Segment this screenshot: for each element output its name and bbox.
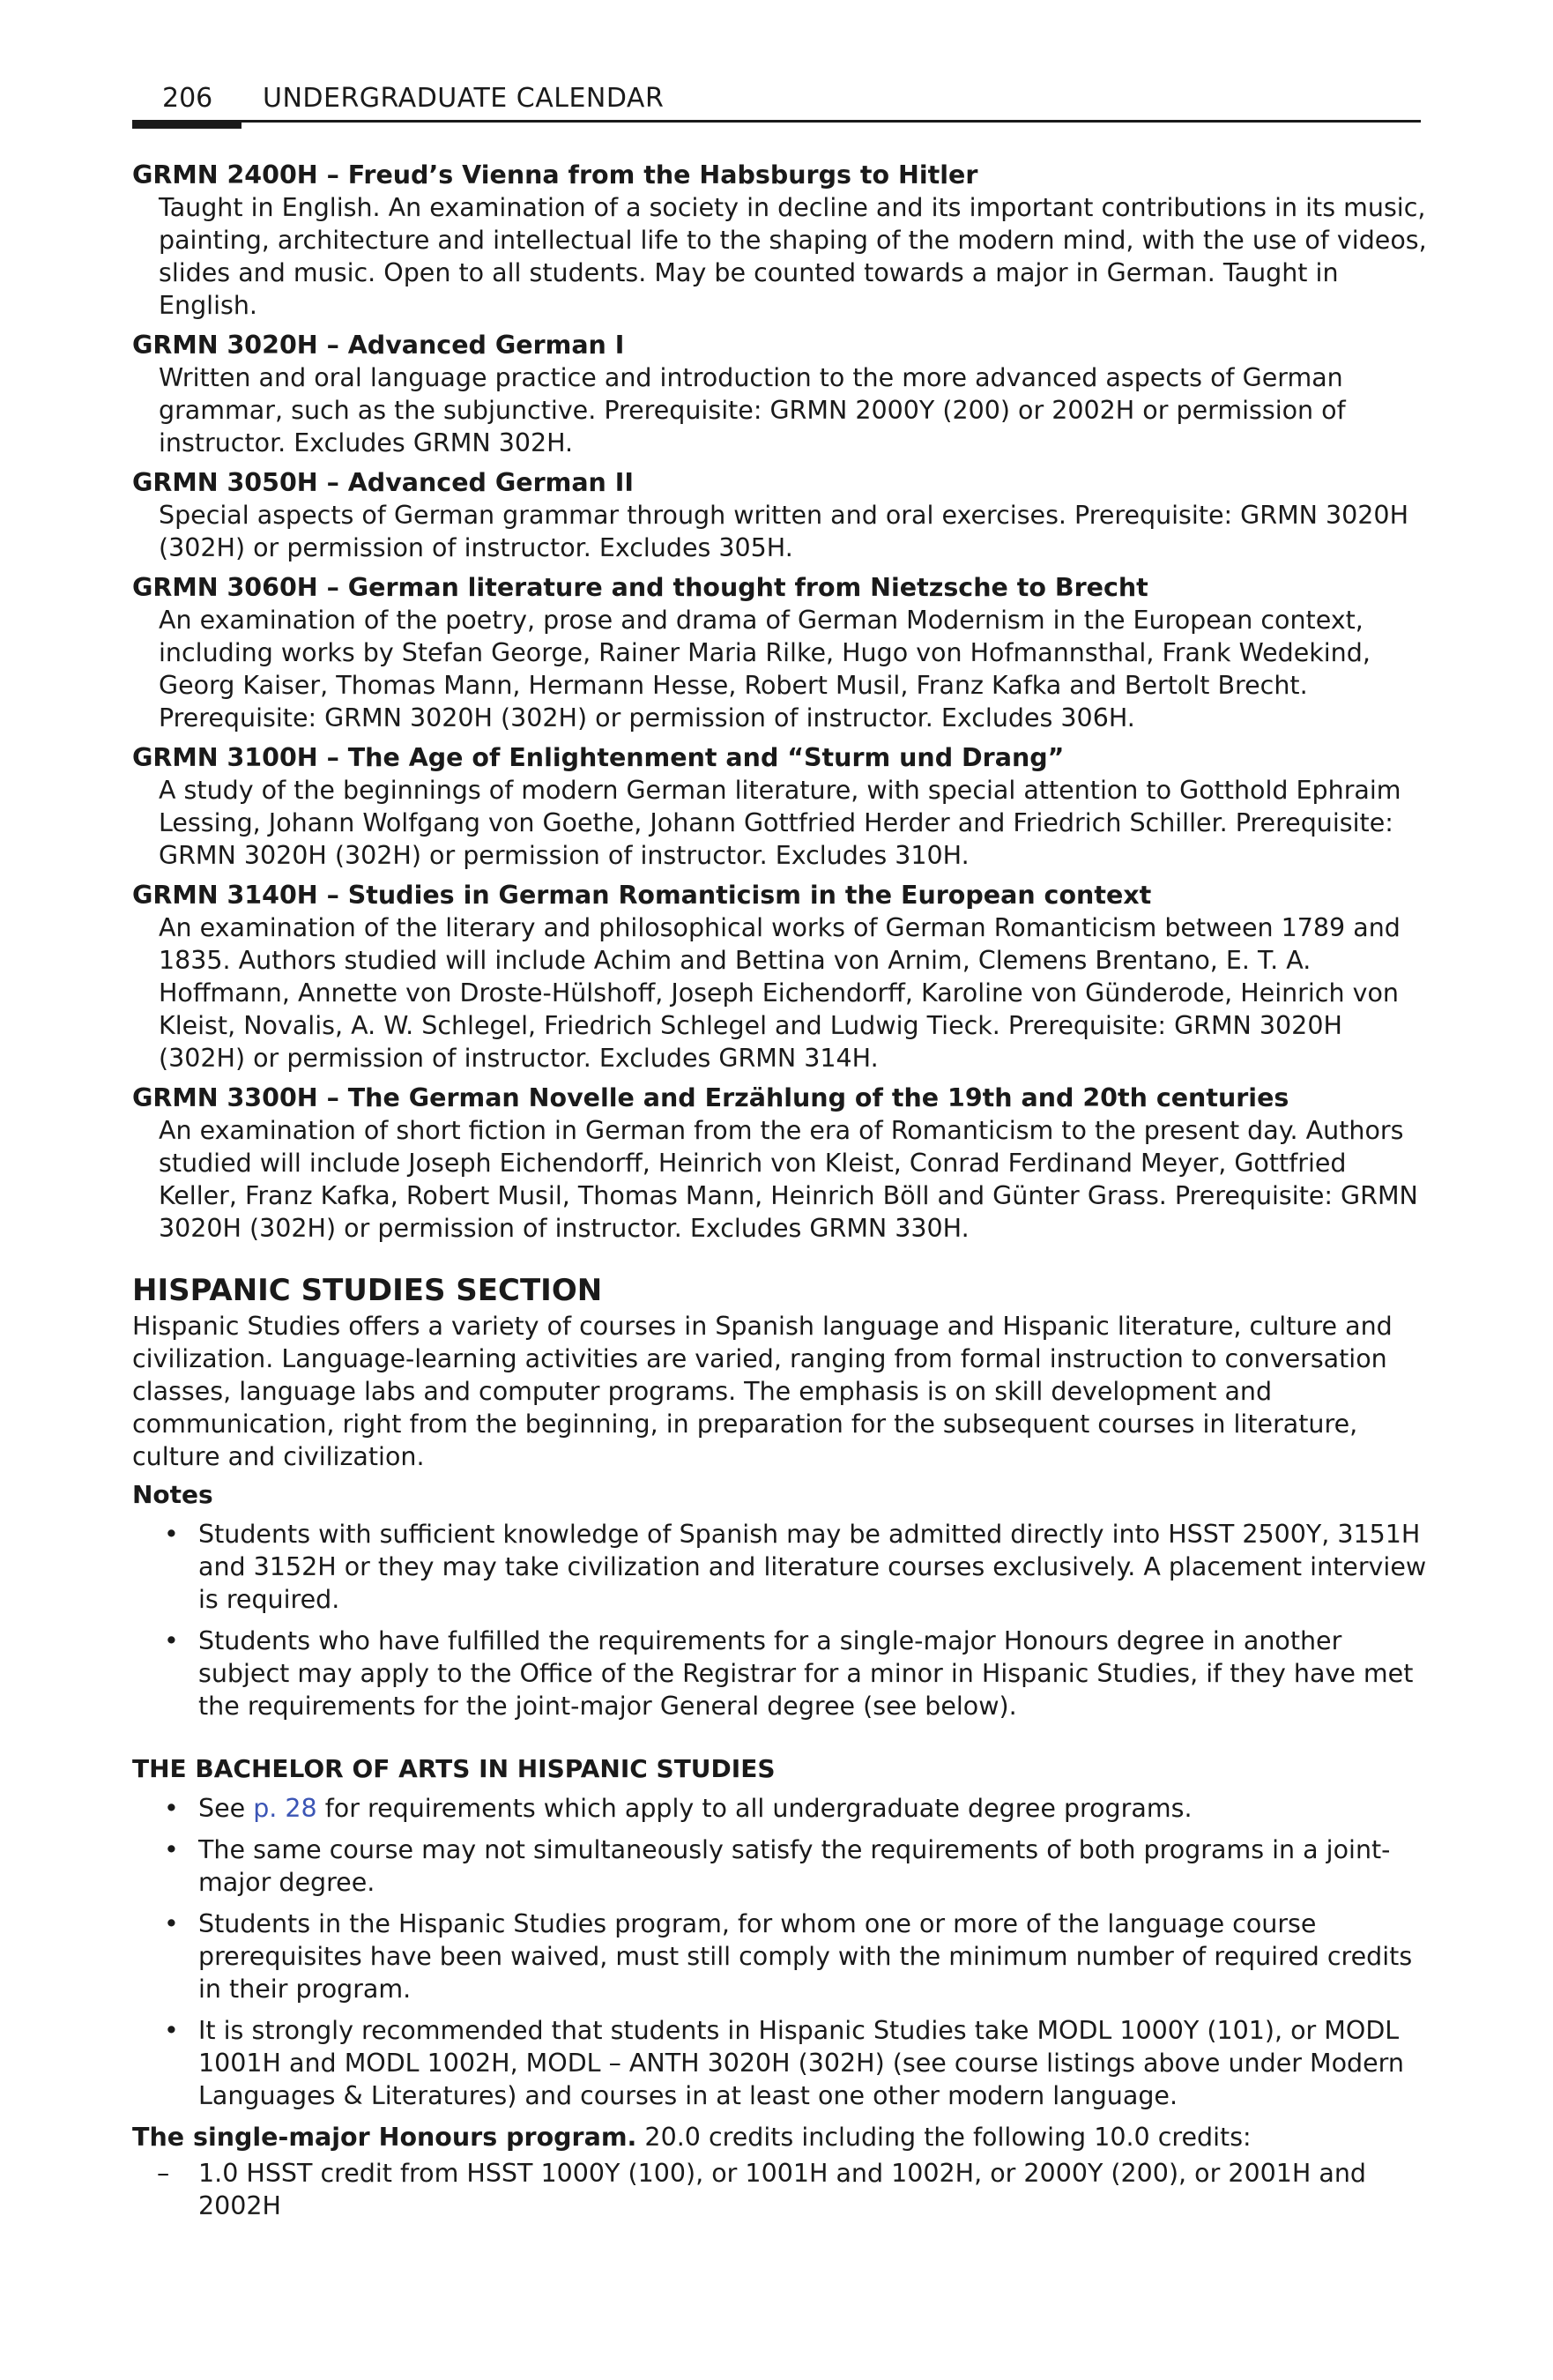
course-title: GRMN 3140H – Studies in German Romanticism in the European context: [132, 881, 1152, 910]
course-description: Written and oral language practice and introduction to the more advanced aspects of German grammar, such as the subjunctive. Prerequisite: GRMN 2000Y (200) or 2002H or permission of instructor. Excludes GRMN 302H.: [159, 363, 1346, 457]
course-description: An examination of short fiction in German from the era of Romanticism to the present day. Authors studied will include Joseph Eichendorff, Heinrich von Kleist, Conrad Ferdinand Meyer, Gottfried Keller, Franz Kafka, Robert Musil, Thomas Mann, Heinrich Böll and Günter Grass. Prerequisite: GRMN 3020H (302H) or permission of instructor. Excludes GRMN 330H.: [159, 1116, 1418, 1243]
requirements-list: [132, 1792, 1428, 2112]
bullet-icon: •: [164, 1835, 179, 1864]
requirement-text: Students in the Hispanic Studies program, for whom one or more of the language course prerequisites have been waived, must still comply with the minimum number of required credits in their program.: [198, 1909, 1413, 2004]
note-text: Students who have fulfilled the requirements for a single-major Honours degree in another subject may apply to the Office of the Registrar for a minor in Hispanic Studies, if they have met the requirements for the joint-major General degree (see below).: [198, 1626, 1414, 1721]
section-heading: HISPANIC STUDIES SECTION: [132, 1273, 603, 1308]
header-tab: [132, 120, 241, 129]
requirement-text-before: See: [198, 1794, 254, 1823]
course-description: An examination of the literary and philosophical works of German Romanticism between 1789 and 1835. Authors studied will include Achim and Bettina von Arnim, Clemens Brentano, E. T. A. Hoffmann, Annette von Droste-Hülshoff, Joseph Eichendorff, Karoline von Günderode, Heinrich von Kleist, Novalis, A. W. Schlegel, Friedrich Schlegel and Ludwig Tieck. Prerequisite: GRMN 3020H (302H) or permission of instructor. Excludes GRMN 314H.: [159, 913, 1401, 1073]
requirement-text: The same course may not simultaneously satisfy the requirements of both programs in a joint-major degree.: [198, 1835, 1391, 1897]
course-title: GRMN 3050H – Advanced German II: [132, 468, 634, 497]
course-entry: [132, 571, 1428, 734]
course-entry: [132, 1082, 1428, 1245]
course-title: GRMN 3020H – Advanced German I: [132, 331, 625, 360]
dash-icon: –: [157, 2159, 170, 2188]
course-entry: [132, 329, 1428, 459]
list-item: [132, 1908, 1428, 2005]
program-credits: 20.0 credits including the following 10.0 credits:: [636, 2123, 1252, 2152]
page-content: [132, 159, 1428, 2222]
notes-heading: Notes: [132, 1480, 213, 1509]
course-description: Special aspects of German grammar through written and oral exercises. Prerequisite: GRMN 3020H (302H) or permission of instructor. Excludes 305H.: [159, 501, 1409, 562]
list-item: [132, 1833, 1428, 1899]
notes-list: [132, 1518, 1428, 1722]
list-item: [132, 1792, 1428, 1825]
course-entry: [132, 159, 1428, 322]
bullet-icon: •: [164, 1626, 179, 1655]
header-rule: [132, 120, 1421, 123]
section-intro: Hispanic Studies offers a variety of courses in Spanish language and Hispanic literature, culture and civilization. Language-learning activities are varied, ranging from formal instruction to conversation classes, language labs and computer programs. The emphasis is on skill development and communication, right from the beginning, in preparation for the subsequent courses in literature, culture and civilization.: [132, 1312, 1393, 1471]
list-item: [132, 1518, 1428, 1616]
note-text: Students with sufficient knowledge of Spanish may be admitted directly into HSST 2500Y, 3151H and 3152H or they may take civilization and literature courses exclusively. A placement interview is required.: [198, 1520, 1427, 1614]
requirement-text: [198, 1794, 1193, 1823]
list-item: [132, 1625, 1428, 1722]
course-title: GRMN 3100H – The Age of Enlightenment and “Sturm und Drang”: [132, 743, 1065, 772]
course-title: GRMN 3060H – German literature and thought from Nietzsche to Brecht: [132, 573, 1148, 602]
page-link[interactable]: p. 28: [253, 1794, 317, 1823]
course-entry: [132, 466, 1428, 564]
requirement-text-after: for requirements which apply to all undergraduate degree programs.: [316, 1794, 1193, 1823]
bullet-icon: •: [164, 2016, 179, 2045]
running-title: UNDERGRADUATE CALENDAR: [263, 83, 665, 114]
program-title: The single-major Honours program.: [132, 2123, 637, 2152]
course-description: A study of the beginnings of modern German literature, with special attention to Gotthold Ephraim Lessing, Johann Wolfgang von Goethe, Johann Gottfried Herder and Friedrich Schiller. Prerequisite: GRMN 3020H (302H) or permission of instructor. Excludes 310H.: [159, 776, 1401, 870]
course-entry: [132, 879, 1428, 1075]
list-item: [132, 2157, 1428, 2222]
program-line: [132, 2121, 1428, 2153]
bullet-icon: •: [164, 1520, 179, 1549]
course-description: Taught in English. An examination of a society in decline and its important contributions in its music, painting, architecture and intellectual life to the shaping of the modern mind, with the use of videos, slides and music. Open to all students. May be counted towards a major in German. Taught in English.: [159, 193, 1427, 320]
page-number: 206: [162, 83, 213, 114]
requirement-text: It is strongly recommended that students in Hispanic Studies take MODL 1000Y (101), or MODL 1001H and MODL 1002H, MODL – ANTH 3020H (302H) (see course listings above under Modern Languages & Literatures) and courses in at least one other modern language.: [198, 2016, 1404, 2110]
course-title: GRMN 3300H – The German Novelle and Erzählung of the 19th and 20th centuries: [132, 1083, 1289, 1112]
course-entry: [132, 741, 1428, 872]
course-description: An examination of the poetry, prose and drama of German Modernism in the European context, including works by Stefan George, Rainer Maria Rilke, Hugo von Hofmannsthal, Frank Wedekind, Georg Kaiser, Thomas Mann, Hermann Hesse, Robert Musil, Franz Kafka and Bertolt Brecht. Prerequisite: GRMN 3020H (302H) or permission of instructor. Excludes 306H.: [159, 606, 1371, 733]
bullet-icon: •: [164, 1794, 179, 1823]
program-requirement-text: 1.0 HSST credit from HSST 1000Y (100), or 1001H and 1002H, or 2000Y (200), or 2001H and 2002H: [198, 2159, 1367, 2220]
bullet-icon: •: [164, 1909, 179, 1938]
course-title: GRMN 2400H – Freud’s Vienna from the Habsburgs to Hitler: [132, 160, 978, 190]
page-header: [132, 81, 1421, 125]
list-item: [132, 2014, 1428, 2112]
program-requirements: [132, 2157, 1428, 2222]
degree-heading: THE BACHELOR OF ARTS IN HISPANIC STUDIES: [132, 1754, 776, 1783]
